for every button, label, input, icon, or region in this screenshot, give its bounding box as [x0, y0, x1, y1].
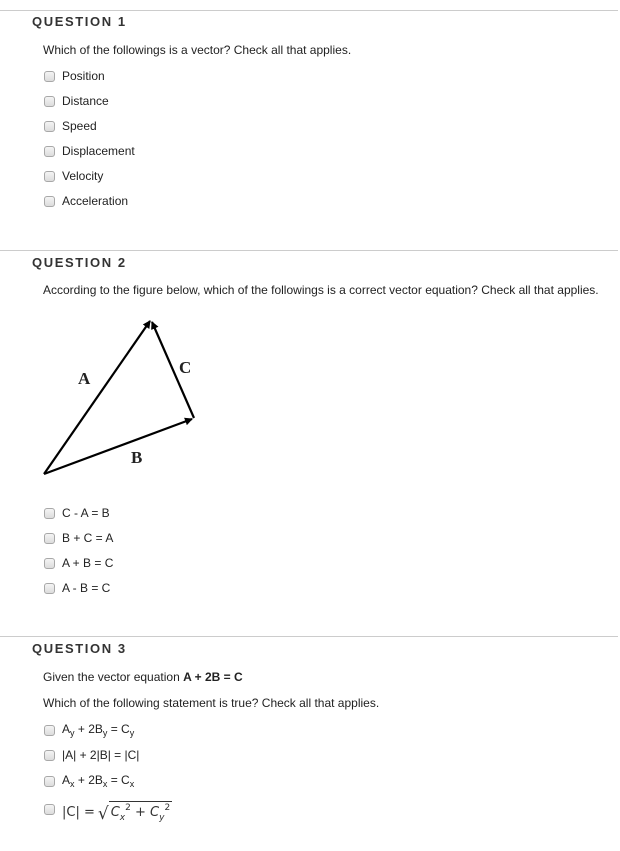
checkbox[interactable]	[44, 583, 55, 594]
question-1-prompt: Which of the followings is a vector? Check all that applies.	[43, 43, 352, 57]
option-magnitude-sqrt[interactable]	[44, 801, 172, 823]
checkbox[interactable]	[44, 725, 55, 736]
checkbox[interactable]	[44, 171, 55, 182]
option-acceleration[interactable]	[44, 194, 128, 208]
option-position[interactable]	[44, 69, 105, 83]
sqrt-symbol: √ $C_x^2 + C_y^2$	[97, 803, 171, 824]
question-2-title: QUESTION 2	[32, 255, 127, 270]
option-label: Speed	[62, 119, 97, 133]
checkbox[interactable]	[44, 533, 55, 544]
question-3-prompt-2: Which of the following statement is true? Check all that applies.	[43, 696, 380, 710]
option-speed[interactable]	[44, 119, 97, 133]
option-distance[interactable]	[44, 94, 109, 108]
checkbox[interactable]	[44, 196, 55, 207]
checkbox[interactable]	[44, 146, 55, 157]
question-1-title: QUESTION 1	[32, 14, 127, 29]
option-ay-component[interactable]	[44, 722, 134, 738]
question-3-prompt	[43, 670, 243, 684]
option-label: |C| = √ $C_x^2 + C_y^2$	[62, 803, 171, 824]
option-label: A + B = C	[62, 556, 114, 570]
checkbox[interactable]	[44, 96, 55, 107]
label-a: A	[78, 369, 91, 388]
question-1-divider	[0, 10, 618, 11]
option-velocity[interactable]	[44, 169, 103, 183]
option-b-plus-c-eq-a[interactable]	[44, 531, 113, 545]
option-label: C - A = B	[62, 506, 110, 520]
option-label: Acceleration	[62, 194, 129, 208]
option-label: Distance	[62, 94, 109, 108]
option-magnitude-sum[interactable]	[44, 748, 139, 762]
question-2-prompt: According to the figure below, which of the followings is a correct vector equation? Check all that applies.	[43, 283, 599, 297]
checkbox[interactable]	[44, 71, 55, 82]
prompt-equation: A + 2B = C	[183, 670, 243, 684]
option-displacement[interactable]	[44, 144, 135, 158]
checkbox[interactable]	[44, 508, 55, 519]
checkbox[interactable]	[44, 750, 55, 761]
checkbox[interactable]	[44, 804, 55, 815]
option-ax-component[interactable]	[44, 773, 134, 789]
option-label: $A_x + 2B_x = C_x$	[62, 773, 135, 789]
checkbox[interactable]	[44, 776, 55, 787]
option-c-minus-a-eq-b[interactable]	[44, 506, 110, 520]
option-label: B + C = A	[62, 531, 114, 545]
prompt-prefix: Given the vector equation	[43, 670, 184, 684]
option-a-minus-b-eq-c[interactable]	[44, 581, 110, 595]
option-label: Position	[62, 69, 105, 83]
option-label: |A| + 2|B| = |C|	[62, 748, 140, 762]
vector-triangle-figure	[30, 312, 220, 482]
option-label: A - B = C	[62, 581, 111, 595]
option-label: Displacement	[62, 144, 135, 158]
question-3-title: QUESTION 3	[32, 641, 127, 656]
vector-b-arrow	[44, 419, 192, 474]
label-c: C	[179, 358, 192, 377]
question-3-divider	[0, 636, 618, 637]
option-label: $A_y + 2B_y = C_y$	[62, 722, 135, 738]
question-2-divider	[0, 250, 618, 251]
option-a-plus-b-eq-c[interactable]	[44, 556, 113, 570]
option-label: Velocity	[62, 169, 104, 183]
checkbox[interactable]	[44, 121, 55, 132]
label-b: B	[131, 448, 143, 467]
checkbox[interactable]	[44, 558, 55, 569]
